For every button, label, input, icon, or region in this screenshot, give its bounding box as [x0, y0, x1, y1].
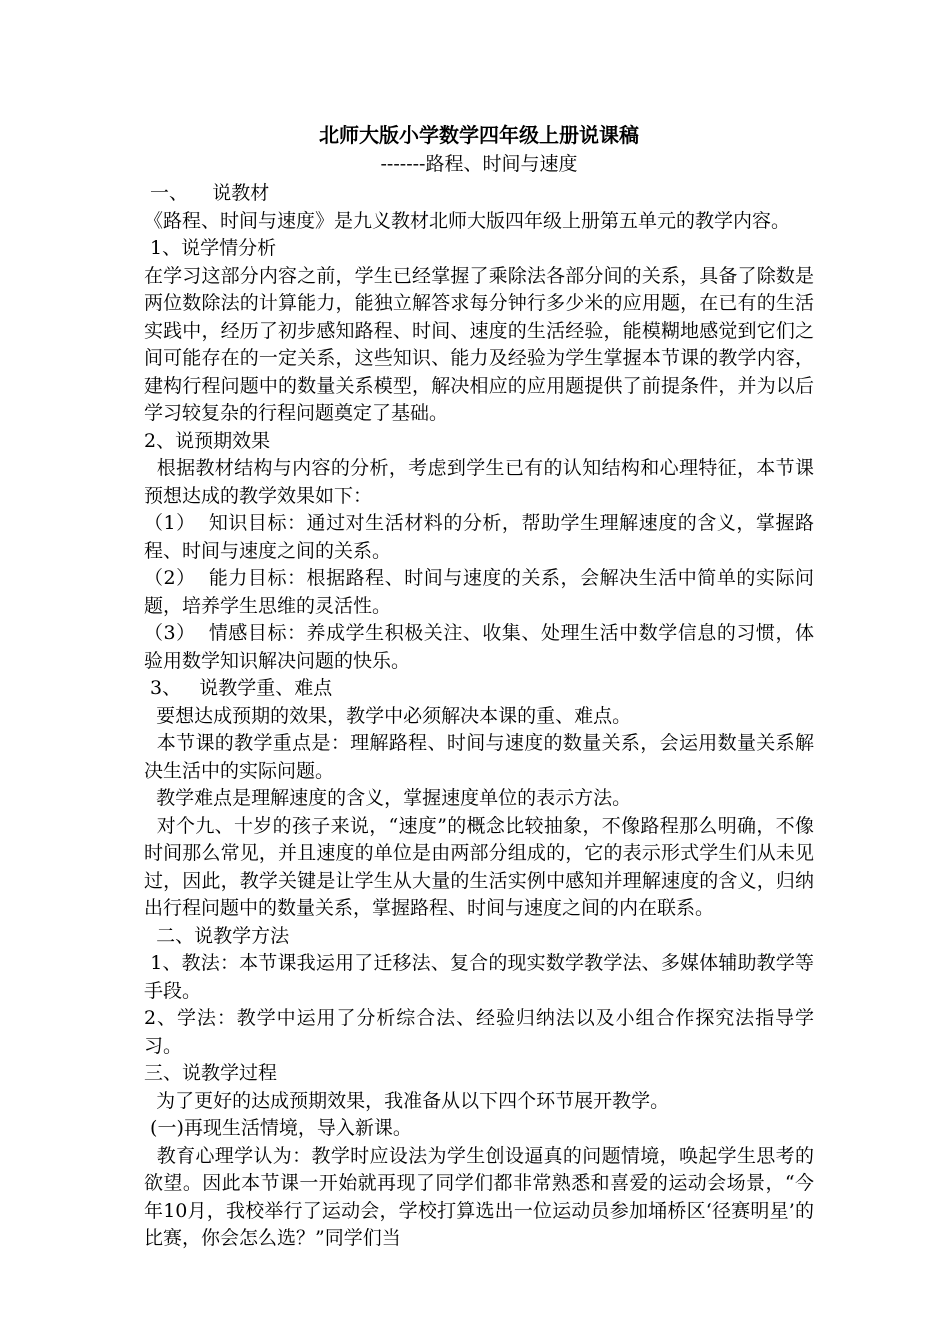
- document-page: [144, 120, 814, 1253]
- document-subtitle: -------路程、时间与速度: [380, 153, 578, 175]
- document-body: [144, 180, 814, 1253]
- paragraph: (一)再现生活情境，导入新课。: [144, 1117, 412, 1139]
- paragraph: 《路程、时间与速度》是九义教材北师大版四年级上册第五单元的教学内容。: [144, 209, 791, 232]
- paragraph: （3） 情感目标：养成学生积极关注、收集、处理生活中数学信息的习惯，体验用数学知识解决问题的快乐。: [144, 622, 814, 672]
- paragraph: 根据教材结构与内容的分析，考虑到学生已有的认知结构和心理特征，本节课预想达成的教学效果如下：: [144, 457, 814, 507]
- paragraph: 为了更好的达成预期效果，我准备从以下四个环节展开教学。: [144, 1089, 670, 1112]
- paragraph: 在学习这部分内容之前，学生已经掌握了乘除法各部分间的关系，具备了除数是两位数除法的计算能力，能独立解答求每分钟行多少米的应用题，在已有的生活实践中，经历了初步感知路程、时间、速度的生活经验，能模糊地感觉到它们之间可能存在的一定关系，这些知识、能力及经验为学生掌握本节课的教学内容，建构行程问题中的数量关系模型，解决相应的应用题提供了前提条件，并为以后学习较复杂的行程问题奠定了基础。: [144, 264, 814, 424]
- paragraph: 一、 说教材: [144, 182, 270, 204]
- paragraph: 1、教法：本节课我运用了迁移法、复合的现实数学教学法、多媒体辅助教学等手段。: [144, 952, 815, 1002]
- paragraph: 本节课的教学重点是：理解路程、时间与速度的数量关系，会运用数量关系解决生活中的实际问题。: [144, 732, 814, 782]
- paragraph: 三、说教学过程: [144, 1062, 278, 1084]
- paragraph: （2） 能力目标：根据路程、时间与速度的关系，会解决生活中简单的实际问题，培养学生思维的灵活性。: [144, 567, 814, 617]
- paragraph: 要想达成预期的效果，教学中必须解决本课的重、难点。: [144, 704, 632, 727]
- document-title: 北师大版小学数学四年级上册说课稿: [319, 123, 639, 147]
- paragraph: 2、学法：教学中运用了分析综合法、经验归纳法以及小组合作探究法指导学习。: [144, 1007, 814, 1057]
- paragraph: 对个九、十岁的孩子来说，“速度”的概念比较抽象，不像路程那么明确，不像时间那么常见，并且速度的单位是由两部分组成的，它的表示形式学生们从未见过，因此，教学关键是让学生从大量的生活实例中感知并理解速度的含义，归纳出行程问题中的数量关系，掌握路程、时间与速度之间的内在联系。: [144, 814, 814, 919]
- paragraph: 二、说教学方法: [144, 924, 290, 947]
- paragraph: 2、说预期效果: [144, 429, 271, 452]
- paragraph: 教育心理学认为：教学时应设法为学生创设逼真的问题情境，唤起学生思考的欲望。因此本节课一开始就再现了同学们都非常熟悉和喜爱的运动会场景，“今年10月，我校举行了运动会，学校打算选出一位运动员参加埇桥区‘径赛明星’的比赛，你会怎么选？”同学们当: [144, 1144, 814, 1249]
- paragraph: 3、 说教学重、难点: [144, 677, 333, 699]
- paragraph: 教学难点是理解速度的含义，掌握速度单位的表示方法。: [144, 787, 632, 809]
- paragraph: 1、说学情分析: [144, 237, 277, 259]
- paragraph: （1） 知识目标：通过对生活材料的分析，帮助学生理解速度的含义，掌握路程、时间与速度之间的关系。: [144, 512, 814, 562]
